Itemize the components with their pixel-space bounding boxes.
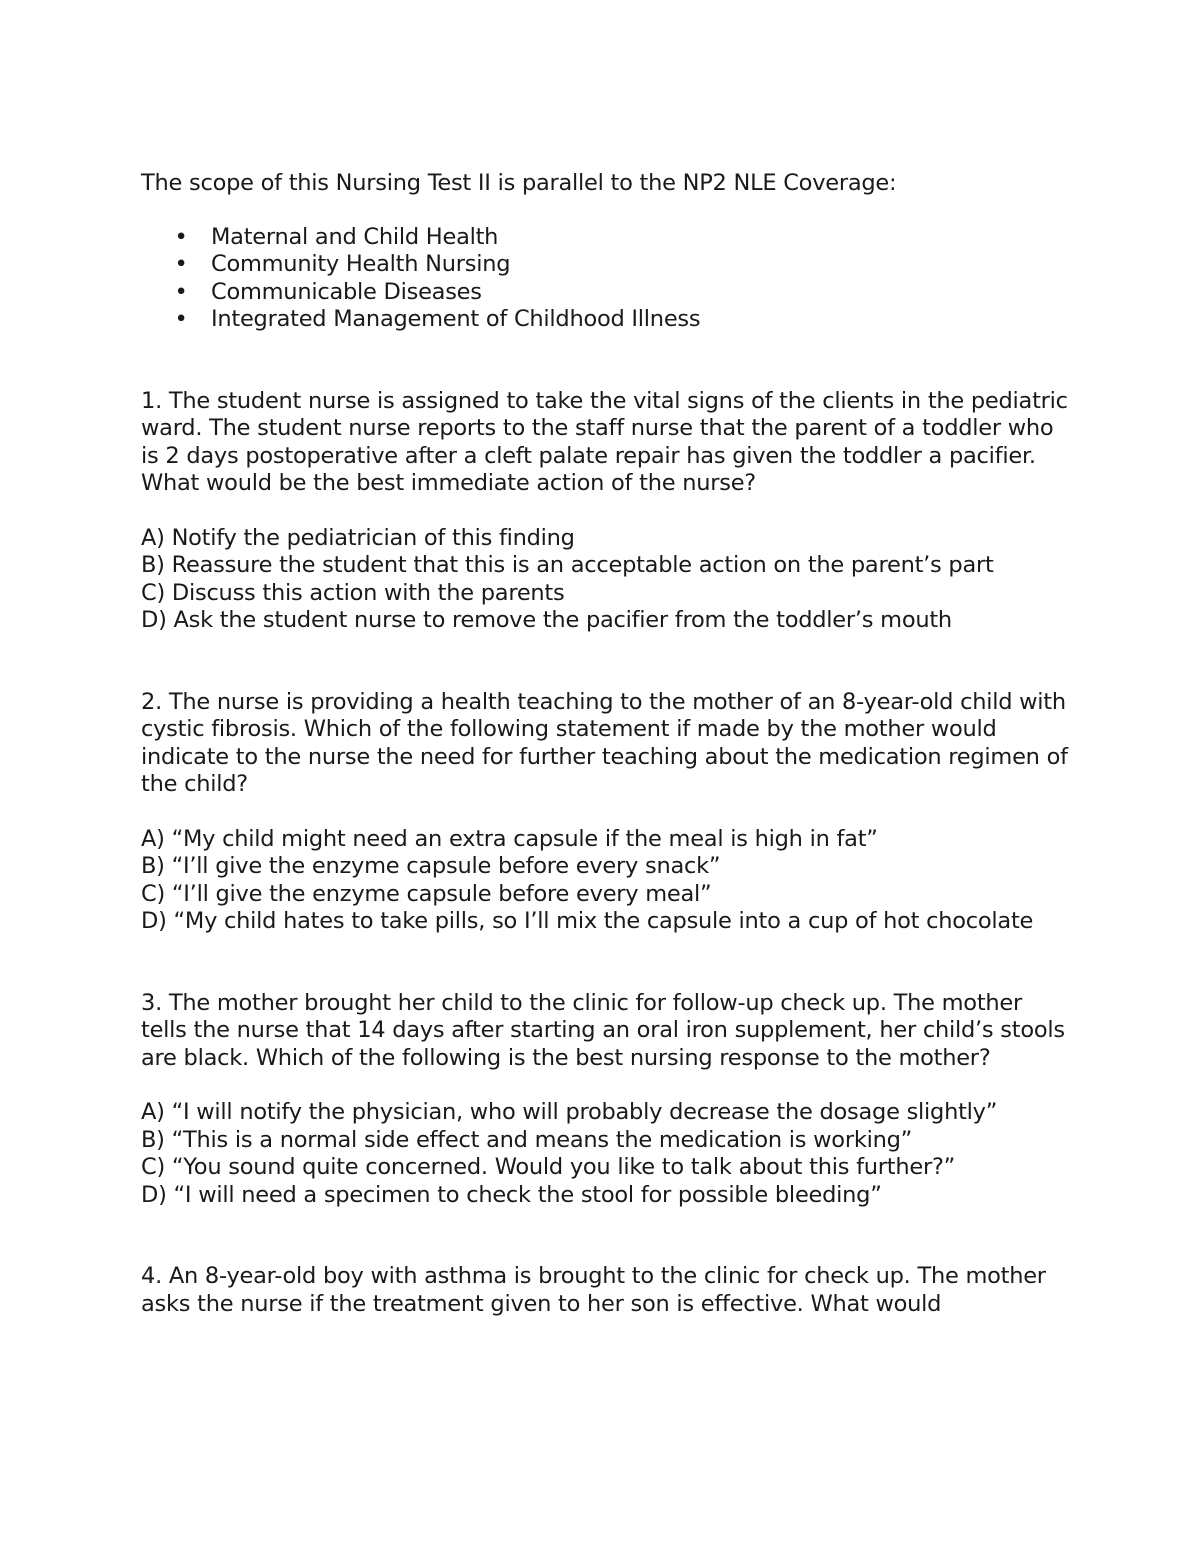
list-item bbox=[141, 224, 1071, 252]
question-4 bbox=[141, 1263, 1071, 1318]
question-2 bbox=[141, 689, 1071, 936]
coverage-list bbox=[141, 224, 1071, 334]
answer-options bbox=[141, 1099, 1071, 1209]
bullet-icon: • bbox=[174, 223, 188, 250]
question-stem: 2. The nurse is providing a health teaching to the mother of an 8-year-old child with cystic fibrosis. Which of the following statement if made by the mother would indicate to the nurse the need for further teaching about the medication regimen of the child? bbox=[141, 688, 1068, 797]
answer-option-c: C) “You sound quite concerned. Would you like to talk about this further?” bbox=[141, 1154, 956, 1180]
answer-options bbox=[141, 826, 1071, 936]
answer-option-b: B) “I’ll give the enzyme capsule before every snack” bbox=[141, 853, 721, 879]
answer-option-b: B) “This is a normal side effect and means the medication is working” bbox=[141, 1126, 913, 1153]
answer-option-d: D) Ask the student nurse to remove the pacifier from the toddler’s mouth bbox=[141, 607, 952, 633]
coverage-item-label: Maternal and Child Health bbox=[211, 223, 499, 250]
question-3 bbox=[141, 990, 1071, 1210]
bullet-icon: • bbox=[174, 278, 188, 305]
answer-option-c: C) “I’ll give the enzyme capsule before every meal” bbox=[141, 880, 712, 907]
question-1 bbox=[141, 388, 1071, 635]
question-stem: 4. An 8-year-old boy with asthma is brought to the clinic for check up. The mother asks the nurse if the treatment given to her son is effective. What would bbox=[141, 1263, 1046, 1317]
answer-option-a: A) “My child might need an extra capsule if the meal is high in fat” bbox=[141, 825, 878, 852]
bullet-icon: • bbox=[174, 306, 188, 332]
answer-options bbox=[141, 525, 1071, 635]
answer-option-d: D) “My child hates to take pills, so I’ll mix the capsule into a cup of hot chocolate bbox=[141, 908, 1034, 934]
coverage-item-label: Community Health Nursing bbox=[211, 251, 511, 277]
coverage-item-label: Communicable Diseases bbox=[211, 278, 482, 305]
coverage-item-label: Integrated Management of Childhood Illness bbox=[211, 306, 701, 332]
list-item bbox=[141, 306, 1071, 334]
bullet-icon: • bbox=[174, 251, 188, 277]
intro-text: The scope of this Nursing Test II is parallel to the NP2 NLE Coverage: bbox=[141, 170, 897, 196]
answer-option-c: C) Discuss this action with the parents bbox=[141, 579, 565, 606]
question-stem: 1. The student nurse is assigned to take the vital signs of the clients in the pediatric ward. The student nurse reports to the staff nurse that the parent of a toddler who is 2 days postoperative after a cleft palate repair has given the toddler a pacifier. What would be the best immediate action of the nurse? bbox=[141, 387, 1068, 496]
answer-option-d: D) “I will need a specimen to check the stool for possible bleeding” bbox=[141, 1181, 882, 1208]
list-item bbox=[141, 279, 1071, 307]
answer-option-b: B) Reassure the student that this is an acceptable action on the parent’s part bbox=[141, 552, 994, 578]
question-stem: 3. The mother brought her child to the clinic for follow-up check up. The mother tells the nurse that 14 days after starting an oral iron supplement, her child’s stools are black. Which of the following is the best nursing response to the mother? bbox=[141, 989, 1065, 1071]
list-item bbox=[141, 251, 1071, 279]
answer-option-a: A) “I will notify the physician, who will probably decrease the dosage slightly” bbox=[141, 1099, 998, 1125]
answer-option-a: A) Notify the pediatrician of this finding bbox=[141, 524, 575, 551]
document-page bbox=[141, 170, 1071, 1345]
